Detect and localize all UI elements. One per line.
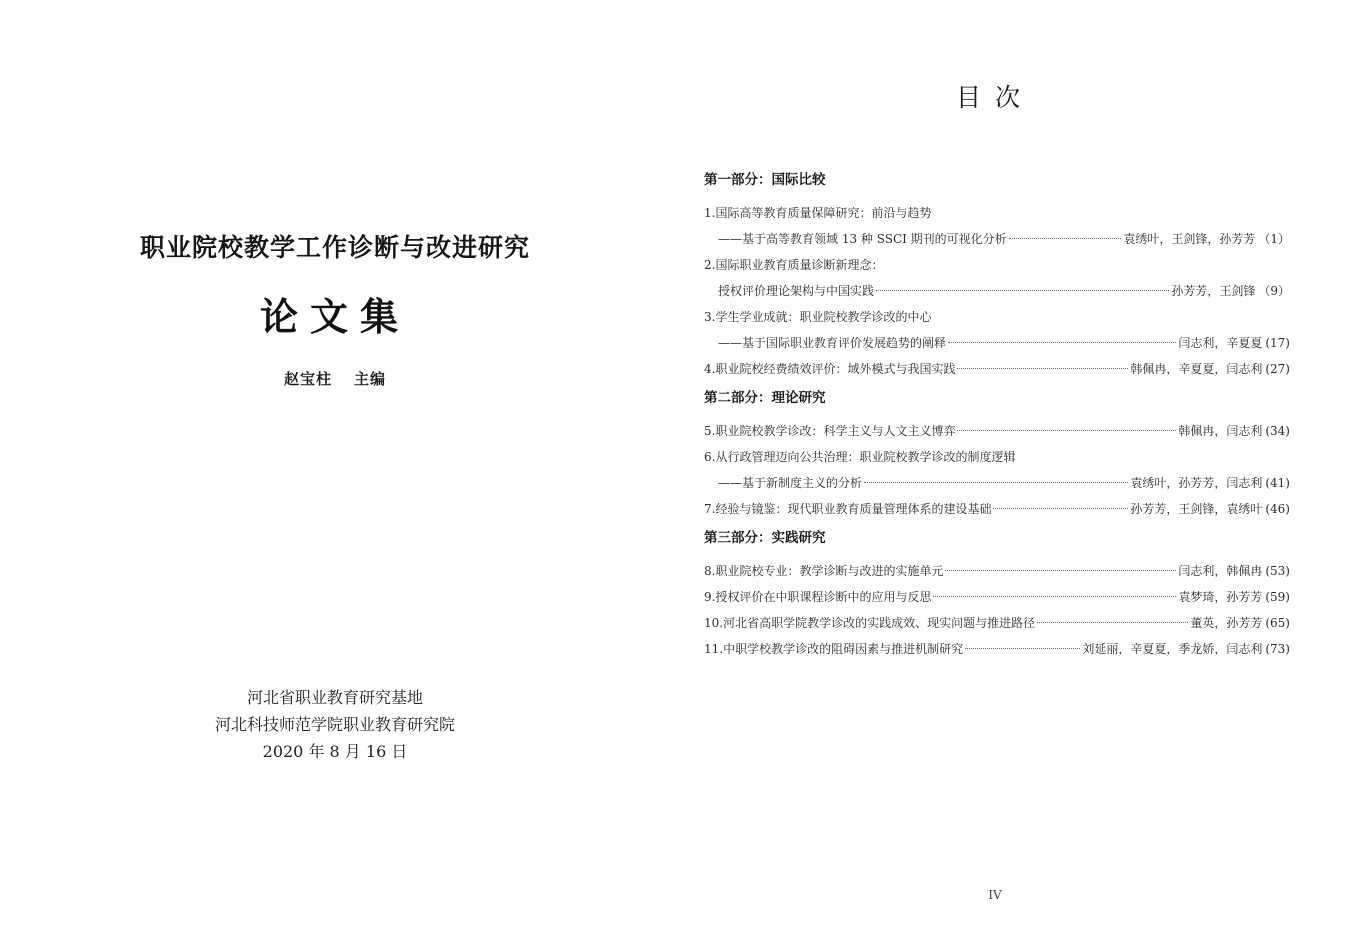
toc-entry-title: 4.职业院校经费绩效评价：域外模式与我国实践 (704, 362, 956, 376)
toc-entry-title: 2.国际职业教育质量诊断新理念： (704, 258, 884, 272)
toc-entry-title: 6.从行政管理迈向公共治理：职业院校教学诊改的制度逻辑 (704, 450, 1016, 464)
toc-entry-subtitle[interactable] (704, 470, 1290, 496)
toc-leader-dots (864, 482, 1128, 483)
toc-entry-title: 5.职业院校教学诊改：科学主义与人文主义博弈 (704, 424, 956, 438)
toc-entry[interactable] (704, 636, 1290, 662)
toc-entry-authors: 袁绣叶，王剑锋，孙芳芳 (1123, 232, 1256, 246)
toc-entry[interactable] (704, 610, 1290, 636)
toc-entry-page: (59) (1265, 590, 1290, 604)
editor-role: 主编 (354, 370, 387, 388)
toc-entry-page: (65) (1265, 616, 1290, 630)
toc-leader-dots (993, 508, 1128, 509)
toc-entry-authors: 韩佩冉，辛夏夏，闫志利 (1130, 362, 1263, 376)
book-subtitle: 论文集 (259, 294, 410, 339)
toc-entry-subtitle[interactable] (704, 278, 1290, 304)
toc-entry[interactable] (704, 584, 1290, 610)
table-of-contents (704, 164, 1290, 662)
toc-entry-title: 7.经验与镜鉴：现代职业教育质量管理体系的建设基础 (704, 502, 992, 516)
toc-entry-page: (34) (1265, 424, 1290, 438)
toc-entry[interactable] (704, 444, 1290, 470)
toc-leader-dots (933, 596, 1176, 597)
toc-leader-dots (945, 570, 1176, 571)
toc-entry-title: 9.授权评价在中职课程诊断中的应用与反思 (704, 590, 932, 604)
toc-entry-page: (17) (1265, 336, 1290, 350)
toc-entry-title: 3.学生学业成就：职业院校教学诊改的中心 (704, 310, 932, 324)
toc-entry-authors: 袁绣叶，孙芳芳，闫志利 (1130, 476, 1263, 490)
toc-entry[interactable] (704, 200, 1290, 226)
toc-entry[interactable] (704, 356, 1290, 382)
toc-leader-dots (1037, 622, 1188, 623)
toc-entry-page: （9） (1258, 284, 1290, 298)
toc-entry-page: (27) (1265, 362, 1290, 376)
toc-section-heading: 第一部分：国际比较 (704, 172, 826, 188)
toc-entry-authors: 刘延丽，辛夏夏，季龙娇，闫志利 (1082, 642, 1263, 656)
toc-entry[interactable] (704, 496, 1290, 522)
toc-entry-authors: 孙芳芳，王剑锋，袁绣叶 (1130, 502, 1263, 516)
page-number: IV (988, 888, 1002, 902)
toc-entry-authors: 董英，孙芳芳 (1190, 616, 1263, 630)
toc-leader-dots (876, 290, 1169, 291)
toc-entry-title: ——基于新制度主义的分析 (718, 476, 863, 490)
publish-date: 2020 年 8 月 16 日 (262, 742, 408, 761)
toc-entry[interactable] (704, 418, 1290, 444)
toc-entry-authors: 闫志利，韩佩冉 (1178, 564, 1263, 578)
publisher-block (0, 684, 670, 765)
toc-entry-authors: 韩佩冉，闫志利 (1178, 424, 1263, 438)
toc-entry[interactable] (704, 304, 1290, 330)
toc-entry-title: 8.职业院校专业：教学诊断与改进的实施单元 (704, 564, 944, 578)
toc-leader-dots (1009, 238, 1122, 239)
toc-leader-dots (957, 368, 1128, 369)
toc-entry-title: ——基于国际职业教育评价发展趋势的阐释 (718, 336, 947, 350)
toc-entry[interactable] (704, 252, 1290, 278)
toc-entry-title: 10.河北省高职学院教学诊改的实践成效、现实问题与推进路径 (704, 616, 1036, 630)
toc-entry-title: 1.国际高等教育质量保障研究：前沿与趋势 (704, 206, 932, 220)
editor-name: 赵宝柱 (283, 370, 332, 388)
toc-entry-subtitle[interactable] (704, 226, 1290, 252)
toc-entry-authors: 袁梦琦，孙芳芳 (1178, 590, 1263, 604)
toc-entry[interactable] (704, 558, 1290, 584)
toc-entry-page: (41) (1265, 476, 1290, 490)
toc-entry-page: (46) (1265, 502, 1290, 516)
toc-entry-title: 授权评价理论架构与中国实践 (718, 284, 875, 298)
toc-entry-page: (73) (1265, 642, 1290, 656)
toc-entry-subtitle[interactable] (704, 330, 1290, 356)
toc-entry-title: ——基于高等教育领域 13 种 SSCI 期刊的可视化分析 (718, 232, 1007, 246)
publisher-line: 河北科技师范学院职业教育研究院 (214, 715, 455, 734)
toc-leader-dots (965, 648, 1080, 649)
toc-entry-title: 11.中职学校教学诊改的阻碍因素与推进机制研究 (704, 642, 964, 656)
publisher-line: 河北省职业教育研究基地 (246, 688, 423, 707)
right-page (690, 0, 1300, 945)
toc-section-heading: 第三部分：实践研究 (704, 530, 826, 546)
toc-leader-dots (948, 342, 1176, 343)
toc-section-heading: 第二部分：理论研究 (704, 390, 826, 406)
toc-entry-page: （1） (1258, 232, 1290, 246)
left-page (0, 0, 670, 945)
book-title: 职业院校教学工作诊断与改进研究 (139, 233, 530, 262)
toc-entry-page: (53) (1265, 564, 1290, 578)
toc-title: 目次 (955, 83, 1034, 112)
toc-entry-authors: 孙芳芳，王剑锋 (1171, 284, 1256, 298)
toc-leader-dots (957, 430, 1176, 431)
editor-line (0, 368, 670, 389)
toc-entry-authors: 闫志利，辛夏夏 (1178, 336, 1263, 350)
